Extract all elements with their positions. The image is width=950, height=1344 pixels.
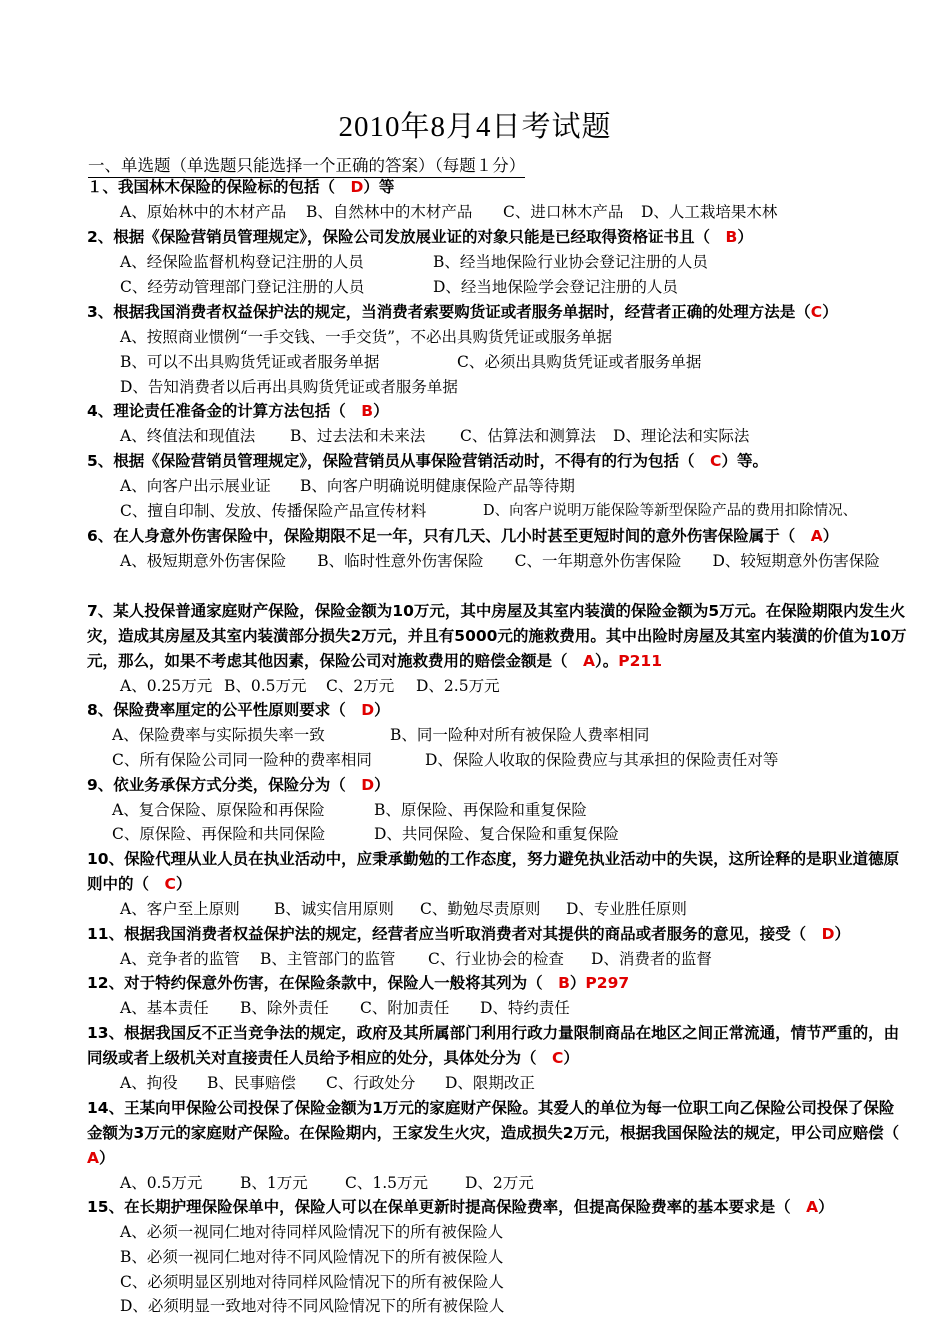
option: D、特约责任 <box>480 999 570 1017</box>
answer: B <box>361 402 374 420</box>
option: C、擅自印制、发放、传播保险产品宣传材料 <box>120 502 427 520</box>
option: B、除外责任 <box>240 999 329 1017</box>
question-10: 10、保险代理从业人员在执业活动中，应秉承勤勉的工作态度，努力避免执业活动中的失误，这所诠释的是职业道德原则中的（ C） <box>87 850 900 893</box>
question-2: 2、根据《保险营销员管理规定》，保险公司发放展业证的对象只能是已经取得资格证书且（ B） <box>87 228 753 246</box>
question-1: １、我国林木保险的保险标的包括（ D）等 <box>87 178 395 196</box>
option: A、0.25万元 <box>120 677 213 695</box>
answer: D <box>361 776 375 794</box>
option: C、估算法和测算法 <box>460 427 596 445</box>
question-12: 12、对于特约保意外伤害，在保险条款中，保险人一般将其列为（ B）P297 <box>87 974 630 992</box>
option: B、过去法和未来法 <box>290 427 426 445</box>
question-8: 8、保险费率厘定的公平性原则要求（ D） <box>87 701 390 719</box>
question-7: 7、某人投保普通家庭财产保险，保险金额为10万元，其中房屋及其室内装潢的保险金额为5万元。在保险期限内发生火灾，造成其房屋及其室内装潢部分损失2万元，并且有5000元的施救费用。其中出险时房屋及其室内装潢的价值为10万元，那么，如果不考虑其他因素，保险公司对施救费用的赔偿金额是（ A）。P211 <box>87 602 907 670</box>
answer: D <box>350 178 364 196</box>
option: D、保险人收取的保险费应与其承担的保险责任对等 <box>425 751 779 769</box>
question-3: 3、根据我国消费者权益保护法的规定，当消费者索要购货证或者服务单据时，经营者正确的处理方法是（C） <box>87 303 838 321</box>
question-15: 15、在长期护理保险保单中，保险人可以在保单更新时提高保险费率，但提高保险费率的基本要求是（ A） <box>87 1198 834 1216</box>
section-heading: 一、单选题（单选题只能选择一个正确的答案）（每题１分） <box>88 152 525 178</box>
answer: A <box>583 651 596 670</box>
option: B、主管部门的监管 <box>260 950 396 968</box>
option: D、人工栽培果木林 <box>641 203 778 221</box>
option: C、勤勉尽责原则 <box>420 900 541 918</box>
question-13: 13、根据我国反不正当竞争法的规定，政府及其所属部门利用行政力量限制商品在地区之间正常流通，情节严重的，由同级或者上级机关对直接责任人员给予相应的处分，具体处分为（ C） <box>87 1024 900 1067</box>
option: C、1.5万元 <box>345 1174 429 1192</box>
option: B、0.5万元 <box>224 677 307 695</box>
option: D、理论法和实际法 <box>613 427 750 445</box>
option: D、消费者的监督 <box>591 950 712 968</box>
question-5: 5、根据《保险营销员管理规定》，保险营销员从事保险营销活动时，不得有的行为包括（ C）等。 <box>87 452 768 470</box>
option: B、向客户明确说明健康保险产品等待期 <box>300 477 575 495</box>
answer: A <box>806 1198 819 1216</box>
option: B、原保险、再保险和重复保险 <box>374 801 587 819</box>
option: A、复合保险、原保险和再保险 <box>112 801 325 819</box>
option: D、2万元 <box>465 1174 534 1192</box>
option: A、经保险监督机构登记注册的人员 <box>120 253 364 271</box>
option: C、行业协会的检查 <box>428 950 564 968</box>
option: C、经劳动管理部门登记注册的人员 <box>120 278 365 296</box>
question-4: 4、理论责任准备金的计算方法包括（ B） <box>87 402 389 420</box>
answer: A <box>810 527 823 545</box>
option: C、原保险、再保险和共同保险 <box>112 825 326 843</box>
option: D、共同保险、复合保险和重复保险 <box>374 825 619 843</box>
option-group: A、极短期意外伤害保险 B、临时性意外伤害保险 C、一年期意外伤害保险 D、较短期意外伤害保险 <box>120 552 880 570</box>
option: B、经当地保险行业协会登记注册的人员 <box>433 253 708 271</box>
option: B、可以不出具购货凭证或者服务单据 <box>120 353 380 371</box>
option: A、保险费率与实际损失率一致 <box>112 726 325 744</box>
page-title: 2010年8月4日考试题 <box>338 111 612 143</box>
option: A、终值法和现值法 <box>120 427 256 445</box>
answer: A <box>87 1148 99 1167</box>
option: A、0.5万元 <box>120 1174 203 1192</box>
answer: C <box>710 452 722 470</box>
option: D、专业胜任原则 <box>566 900 687 918</box>
option: B、同一险种对所有被保险人费率相同 <box>390 726 650 744</box>
option: D、告知消费者以后再出具购货凭证或者服务单据 <box>120 378 458 396</box>
question-11: 11、根据我国消费者权益保护法的规定，经营者应当听取消费者对其提供的商品或者服务的意见，接受（ D） <box>87 925 850 943</box>
option: C、行政处分 <box>326 1074 416 1092</box>
option: D、2.5万元 <box>416 677 500 695</box>
page-reference: P211 <box>618 651 662 670</box>
option: A、按照商业惯例“一手交钱、一手交货”，不必出具购货凭证或服务单据 <box>120 328 613 346</box>
option: B、民事赔偿 <box>207 1074 296 1092</box>
option: A、拘役 <box>120 1074 178 1092</box>
option: A、客户至上原则 <box>120 900 240 918</box>
option: A、必须一视同仁地对待同样风险情况下的所有被保险人 <box>120 1223 504 1241</box>
option: B、必须一视同仁地对待不同风险情况下的所有被保险人 <box>120 1248 504 1266</box>
option: B、诚实信用原则 <box>274 900 394 918</box>
option: D、限期改正 <box>445 1074 535 1092</box>
option: C、必须出具购货凭证或者服务单据 <box>457 353 702 371</box>
option: D、必须明显一致地对待不同风险情况下的所有被保险人 <box>120 1297 505 1315</box>
option: C、进口林木产品 <box>503 203 624 221</box>
option: C、2万元 <box>326 677 395 695</box>
option: C、必须明显区别地对待同样风险情况下的所有被保险人 <box>120 1273 504 1291</box>
answer: D <box>821 925 835 943</box>
answer: C <box>164 874 176 893</box>
question-9: 9、依业务承保方式分类，保险分为（ D） <box>87 776 390 794</box>
option: A、基本责任 <box>120 999 209 1017</box>
option: D、经当地保险学会登记注册的人员 <box>433 278 678 296</box>
option: A、竞争者的监管 <box>120 950 240 968</box>
option: B、1万元 <box>240 1174 308 1192</box>
answer: B <box>725 228 738 246</box>
question-14: 14、王某向甲保险公司投保了保险金额为1万元的家庭财产保险。其爱人的单位为每一位职工向乙保险公司投保了保险金额为3万元的家庭财产保险。在保险期内，王家发生火灾，造成损失2万元，根据我国保险法的规定，甲公司应赔偿（ A） <box>87 1099 915 1167</box>
option: A、原始林中的木材产品 <box>120 203 287 221</box>
answer: C <box>552 1048 564 1067</box>
option: A、向客户出示展业证 <box>120 477 271 495</box>
answer: D <box>361 701 375 719</box>
option: B、自然林中的木材产品 <box>306 203 473 221</box>
page-reference: P297 <box>585 974 630 992</box>
answer: B <box>558 974 570 992</box>
answer: C <box>810 303 823 321</box>
option: D、向客户说明万能保险等新型保险产品的费用扣除情况、 <box>483 503 858 519</box>
question-6: 6、在人身意外伤害保险中，保险期限不足一年，只有几天、几小时甚至更短时间的意外伤害保险属于（ A） <box>87 527 839 545</box>
option: C、所有保险公司同一险种的费率相同 <box>112 751 372 769</box>
option: C、附加责任 <box>360 999 450 1017</box>
